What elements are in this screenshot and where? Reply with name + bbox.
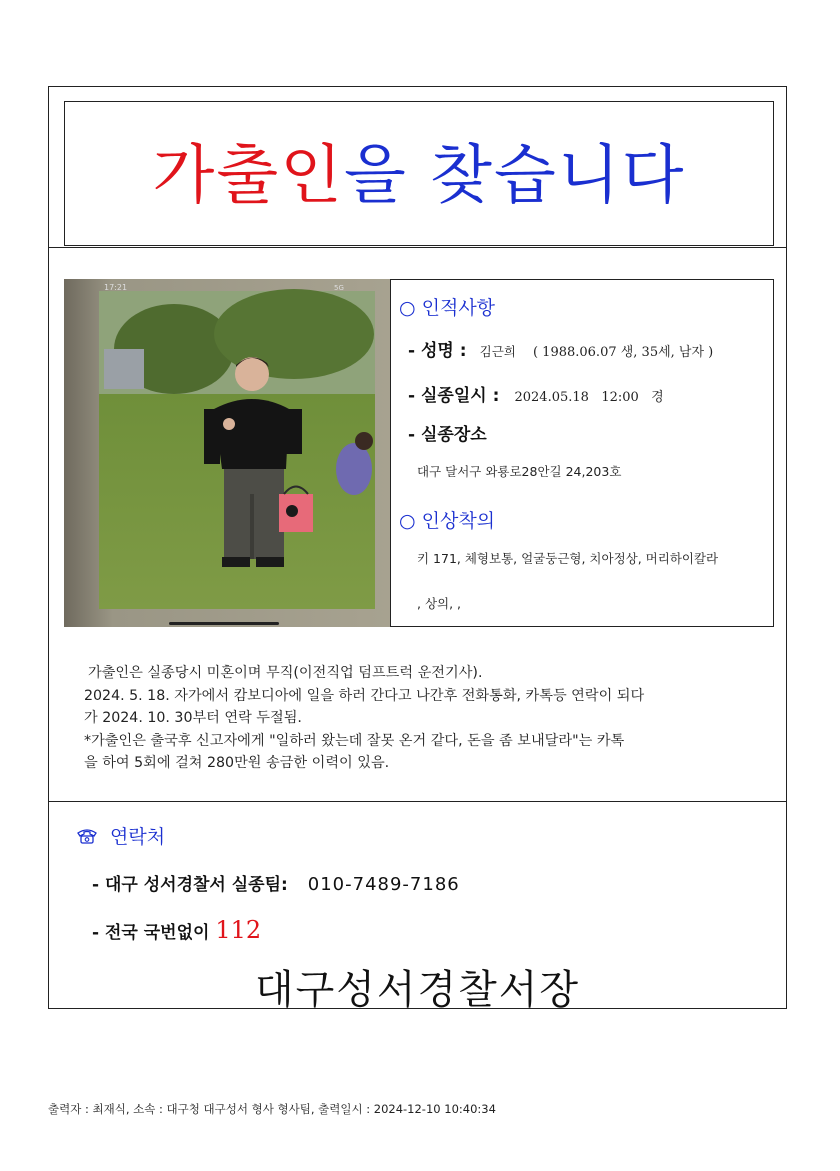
appearance-line1: 키 171, 체형보통, 얼굴둥근형, 치아정상, 머리하이칼라 <box>417 551 719 566</box>
missing-time-label: - 실종일시 : <box>408 386 500 406</box>
page-title <box>64 136 774 216</box>
info-box <box>390 279 774 627</box>
description-line: *가출인은 출국후 신고자에게 "일하러 왔는데 잘못 온거 같다, 돈을 좀 보내달라"는 카톡 <box>84 732 625 749</box>
contact-heading-text: 연락처 <box>110 826 166 848</box>
contact-emergency <box>92 916 261 944</box>
name-value: 김근희 <box>479 344 516 359</box>
print-footer: 출력자 : 최재식, 소속 : 대구청 대구성서 형사 형사팀, 출력일시 : 2024-12-10 10:40:34 <box>48 1102 496 1116</box>
description-line: 가출인은 실종당시 미혼이며 무직(이전직업 덤프트럭 운전기사). <box>88 665 483 681</box>
missing-place-value: 대구 달서구 와룡로28안길 24,203호 <box>417 464 622 479</box>
missing-person-photo <box>64 279 390 627</box>
photo-illustration <box>64 279 390 627</box>
contact-emergency-number[interactable]: 112 <box>215 916 262 944</box>
missing-time-row <box>408 381 664 406</box>
description-line: 2024. 5. 18. 자가에서 캄보디아에 일을 하러 간다고 나간후 전화통화, 카톡등 연락이 되다 <box>84 687 645 704</box>
telephone-icon <box>76 828 98 844</box>
title-blue-part: 을 찾습니다 <box>344 139 686 213</box>
description-line: 가 2024. 10. 30부터 연락 두절됨. <box>84 710 302 726</box>
contact-team-phone[interactable]: 010-7489-7186 <box>307 874 460 895</box>
title-red-part: 가출인 <box>152 139 344 213</box>
case-description <box>84 662 766 775</box>
description-line: 을 하여 5회에 걸쳐 280만원 송금한 이력이 있음. <box>84 755 390 771</box>
appearance-heading: ○ 인상착의 <box>399 510 496 532</box>
missing-time-value: 2024.05.18 12:00 경 <box>514 390 664 405</box>
photo-status-icons: 5G <box>334 284 344 292</box>
name-label: - 성명 : <box>408 341 467 361</box>
contact-team-label: - 대구 성서경찰서 실종팀: <box>92 875 288 895</box>
missing-place-label: - 실종장소 <box>408 425 487 445</box>
name-detail: ( 1988.06.07 생, 35세, 남자 ) <box>532 345 714 360</box>
divider-title <box>48 247 787 248</box>
contact-emergency-label: - 전국 국번없이 <box>92 923 210 943</box>
personal-info-heading: ○ 인적사항 <box>399 297 496 319</box>
photo-status-time: 17:21 <box>104 283 128 292</box>
police-station-signature: 대구성서경찰서장 <box>254 967 581 1013</box>
divider-contact <box>48 801 787 802</box>
contact-police-team <box>92 870 460 895</box>
name-row <box>408 336 713 361</box>
appearance-line2: , 상의, , <box>417 596 462 611</box>
contact-heading <box>76 822 165 849</box>
